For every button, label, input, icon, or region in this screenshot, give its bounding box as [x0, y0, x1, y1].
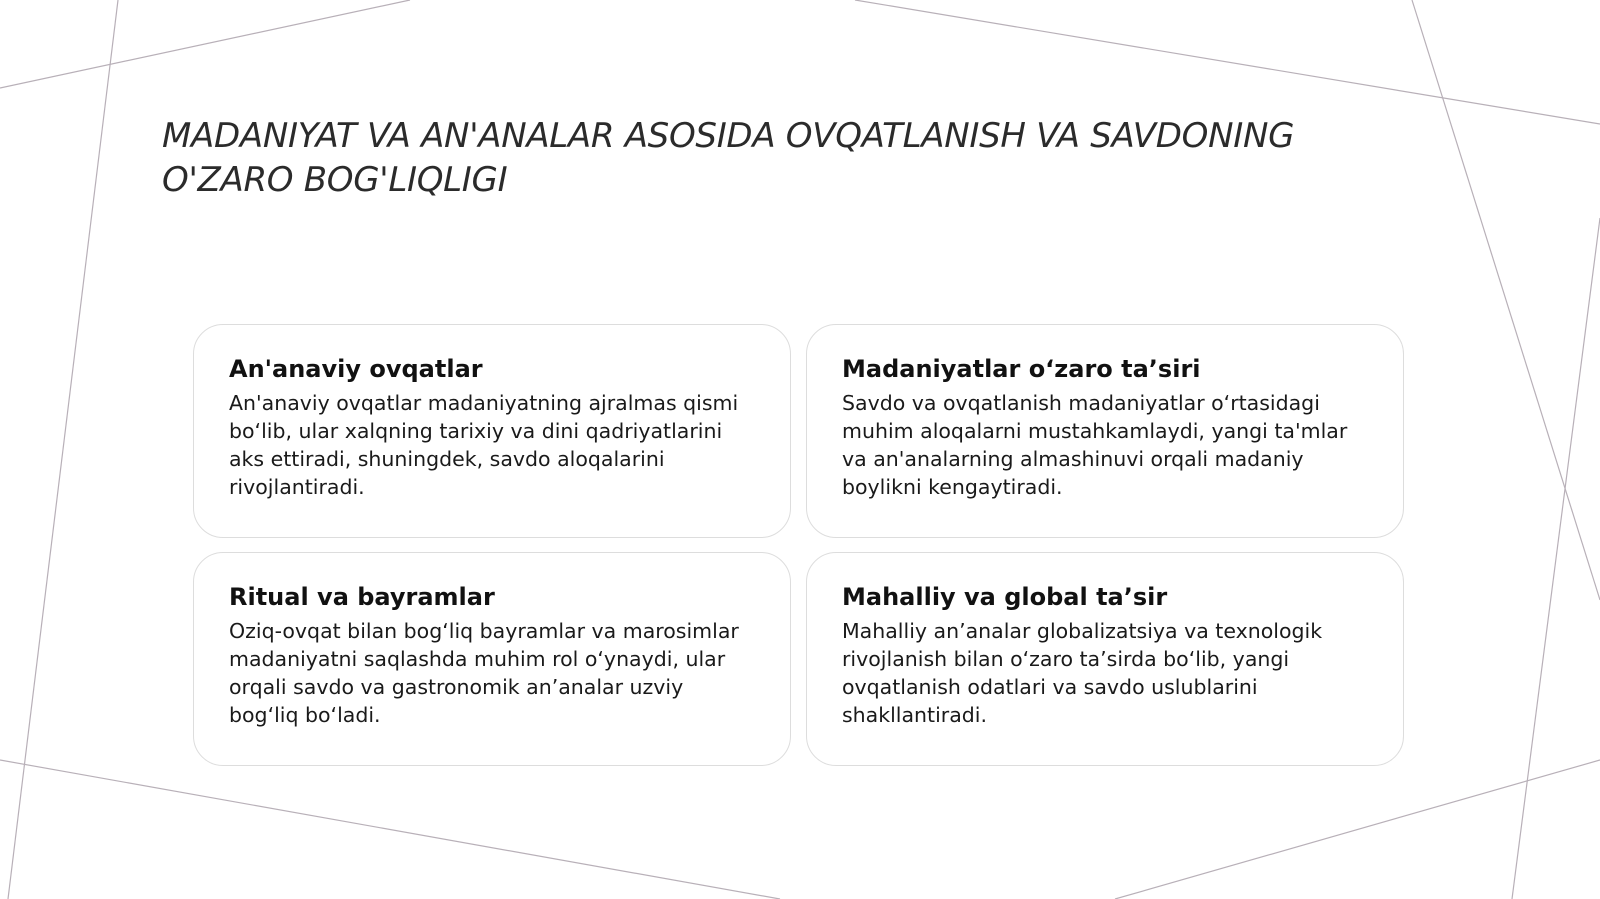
- decorative-line: [1115, 760, 1600, 899]
- card-description: An'anaviy ovqatlar madaniyatning ajralmas qismi bo‘lib, ular xalqning tarixiy va dini qadriyatlarini aks ettiradi, shuningdek, savdo aloqalarini rivojlantiradi.: [229, 391, 739, 499]
- decorative-line: [0, 760, 780, 899]
- page-title-line-2: O'ZARO BOG'LIQLIGI: [162, 160, 508, 200]
- decorative-line: [855, 0, 1600, 124]
- card-heading: An'anaviy ovqatlar: [229, 355, 483, 383]
- card-heading: Madaniyatlar o‘zaro ta’siri: [842, 355, 1201, 383]
- card-description: Oziq-ovqat bilan bog‘liq bayramlar va marosimlar madaniyatni saqlashda muhim rol o‘ynaydi, ular orqali savdo va gastronomik an’analar uzviy bog‘liq bo‘ladi.: [229, 619, 739, 727]
- decorative-line: [8, 0, 118, 899]
- decorative-line: [1512, 218, 1600, 899]
- card-traditional-foods: [193, 324, 791, 538]
- card-heading: Ritual va bayramlar: [229, 583, 495, 611]
- card-rituals-holidays: [193, 552, 791, 766]
- card-cultural-interaction: [806, 324, 1404, 538]
- card-heading: Mahalliy va global ta’sir: [842, 583, 1168, 611]
- page-title-line-1: MADANIYAT VA AN'ANALAR ASOSIDA OVQATLANISH VA SAVDONING: [162, 116, 1295, 156]
- card-local-global-influence: [806, 552, 1404, 766]
- decorative-line: [0, 0, 410, 88]
- page-title: [162, 114, 1422, 202]
- card-description: Mahalliy an’analar globalizatsiya va texnologik rivojlanish bilan o‘zaro ta’sirda bo‘lib, yangi ovqatlanish odatlari va savdo uslublarini shakllantiradi.: [842, 619, 1323, 727]
- decorative-line: [1412, 0, 1600, 600]
- card-description: Savdo va ovqatlanish madaniyatlar o‘rtasidagi muhim aloqalarni mustahkamlaydi, yangi ta'mlar va an'analarning almashinuvi orqali madaniy boylikni kengaytiradi.: [842, 391, 1348, 499]
